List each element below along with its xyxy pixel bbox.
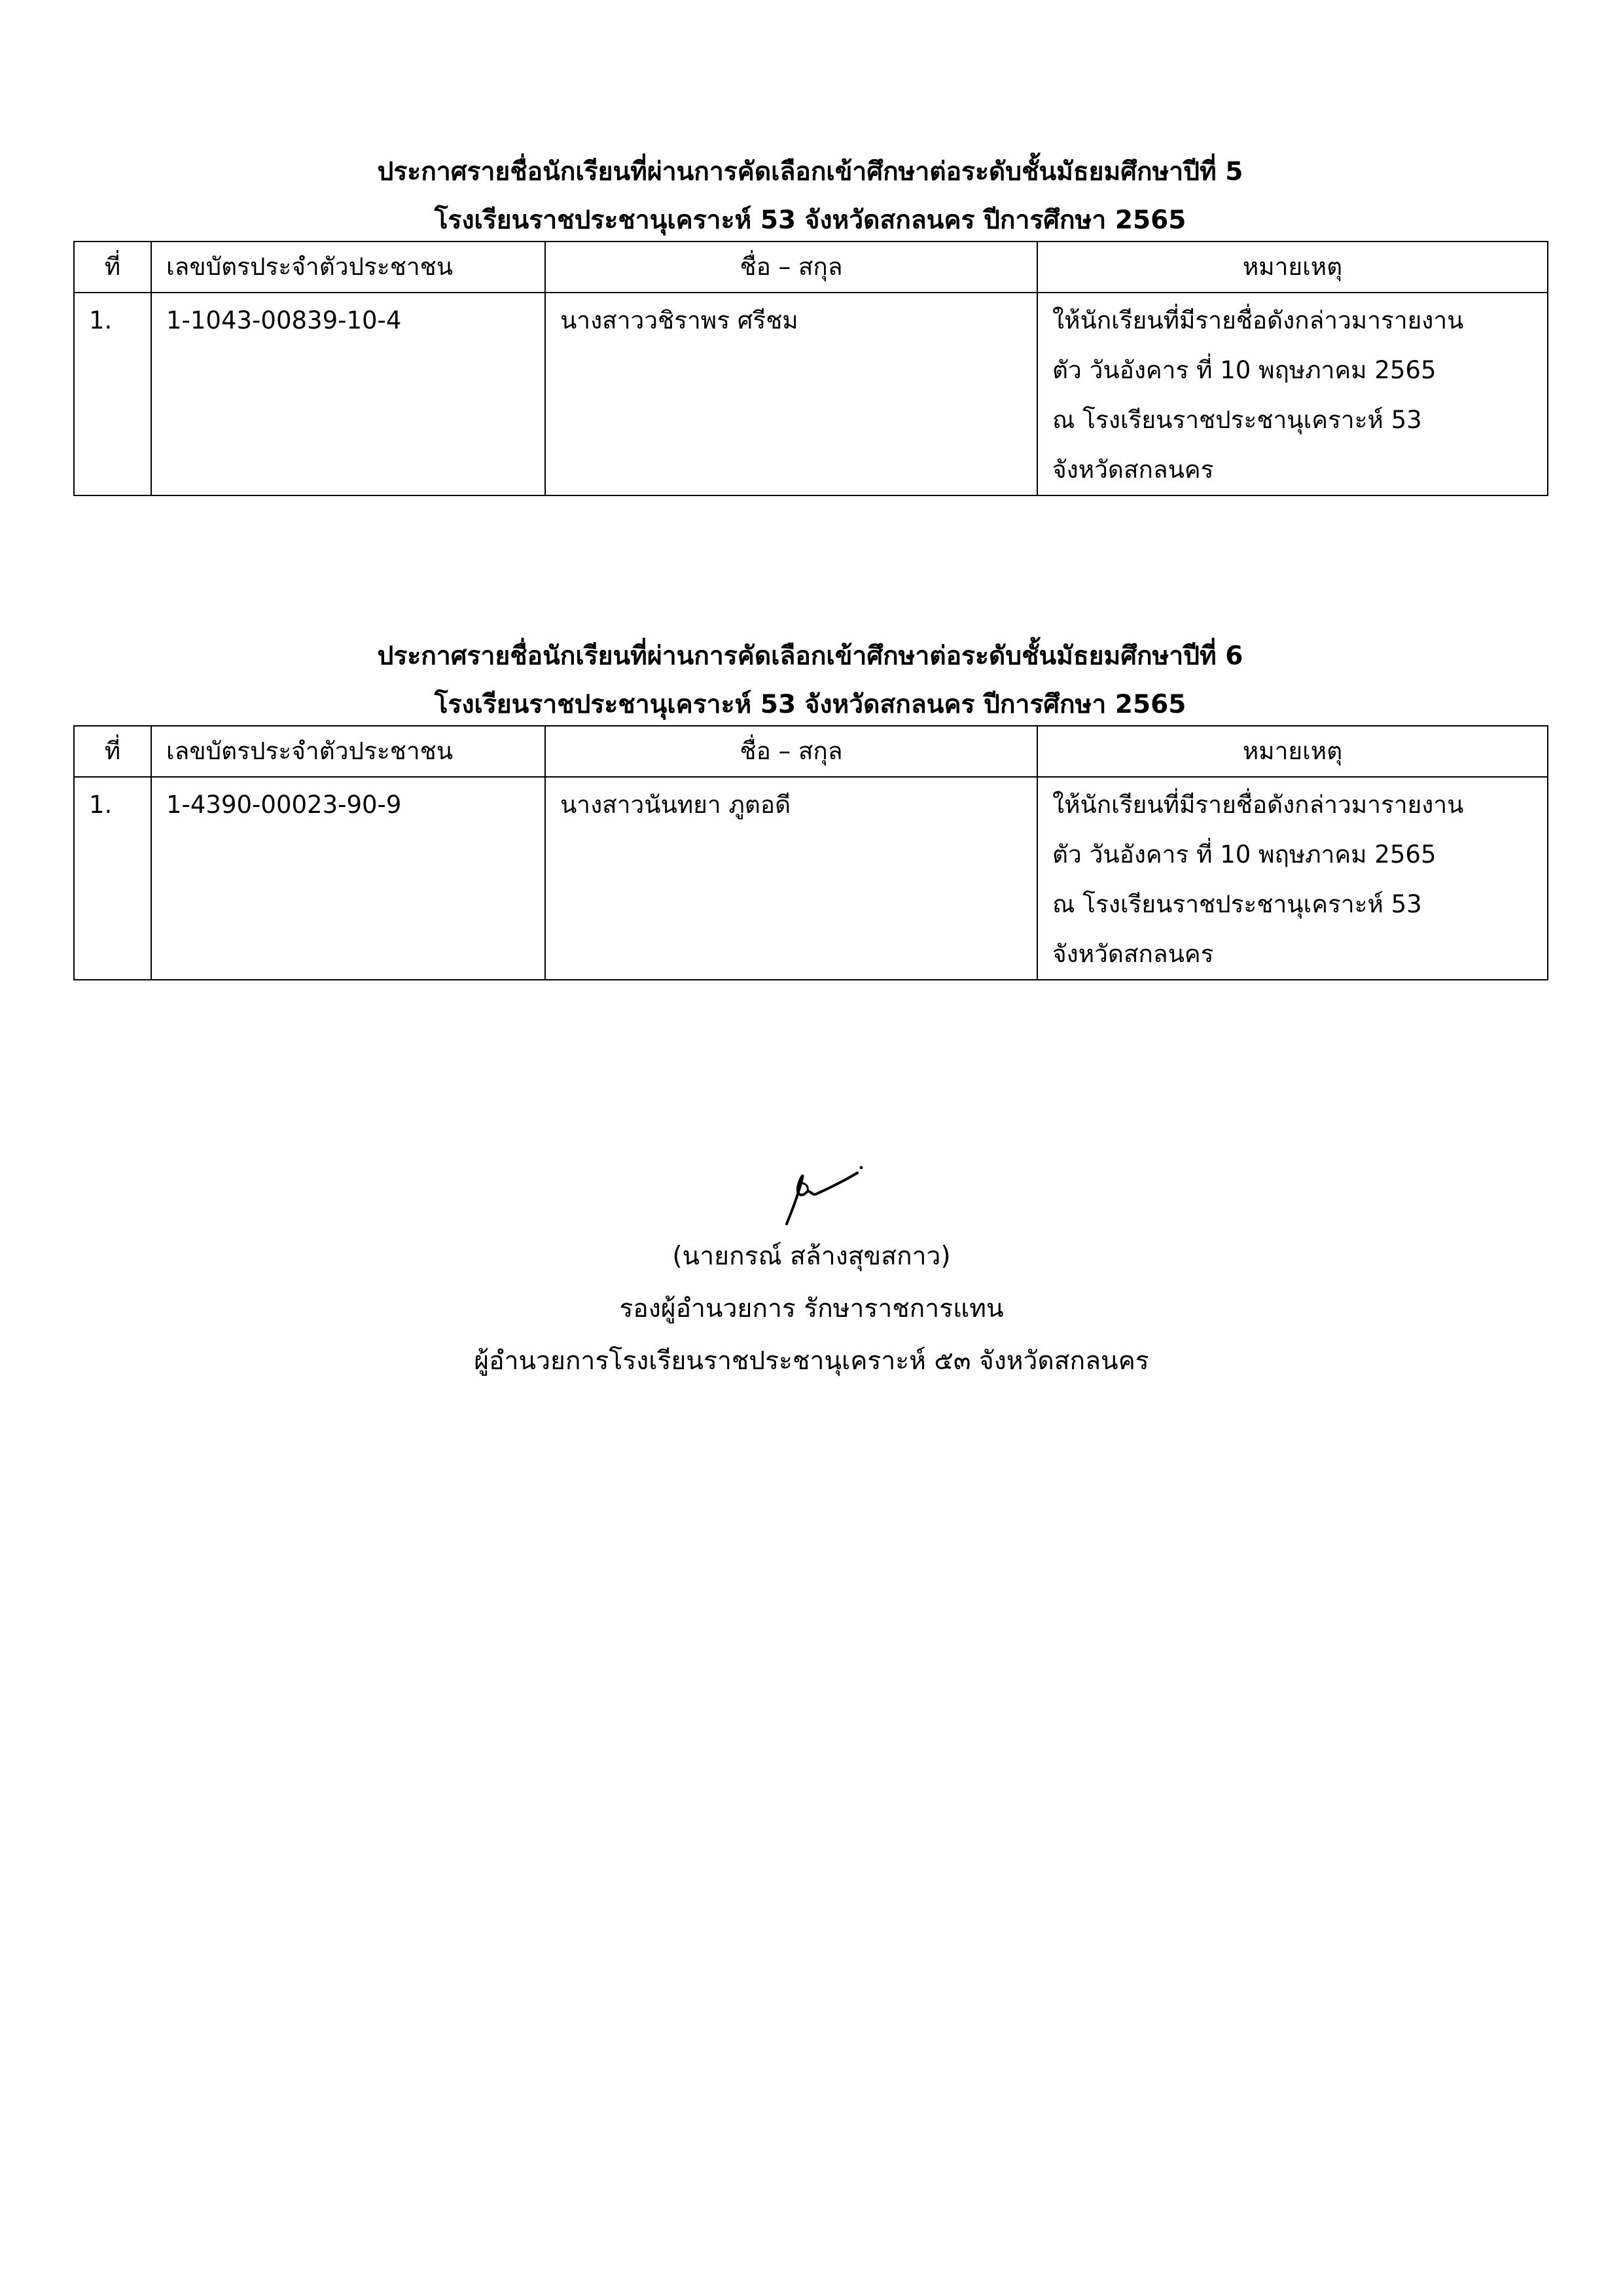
- announcement-m6: [73, 632, 1547, 980]
- remark-line: ให้นักเรียนที่มีรายชื่อดังกล่าวมารายงาน: [1052, 306, 1464, 334]
- title-line-1: ประกาศรายชื่อนักเรียนที่ผ่านการคัดเลือกเข้าศึกษาต่อระดับชั้นมัธยมศึกษาปีที่ 6: [377, 641, 1243, 671]
- table-header-row: [74, 242, 1548, 293]
- row-name: นางสาววชิราพร ศรีชม: [545, 293, 1037, 495]
- title-line-2: โรงเรียนราชประชานุเคราะห์ 53 จังหวัดสกลนคร ปีการศึกษา 2565: [434, 206, 1186, 235]
- remark-line: จังหวัดสกลนคร: [1052, 940, 1214, 968]
- table-header-row: [74, 726, 1548, 777]
- announcement-m5: [73, 148, 1547, 496]
- header-remark: หมายเหตุ: [1037, 242, 1548, 293]
- row-name: นางสาวนันทยา ภูตอดี: [545, 777, 1037, 980]
- title-line-1: ประกาศรายชื่อนักเรียนที่ผ่านการคัดเลือกเข้าศึกษาต่อระดับชั้นมัธยมศึกษาปีที่ 5: [377, 157, 1243, 187]
- signature-block: [0, 1158, 1623, 1388]
- header-name: ชื่อ – สกุล: [545, 726, 1037, 777]
- signer-position-1: รองผู้อำนวยการ รักษาราชการแทน: [619, 1294, 1004, 1323]
- remark-line: ณ โรงเรียนราชประชานุเคราะห์ 53: [1052, 406, 1422, 434]
- remark-line: ตัว วันอังคาร ที่ 10 พฤษภาคม 2565: [1052, 840, 1436, 869]
- announcement-title: [73, 148, 1547, 245]
- row-remark: [1037, 777, 1548, 980]
- row-id: 1-1043-00839-10-4: [151, 293, 545, 495]
- row-id: 1-4390-00023-90-9: [151, 777, 545, 980]
- student-table: [73, 725, 1548, 980]
- header-no: ที่: [74, 242, 151, 293]
- row-remark: [1037, 293, 1548, 495]
- remark-line: ให้นักเรียนที่มีรายชื่อดังกล่าวมารายงาน: [1052, 791, 1464, 819]
- table-row: [74, 777, 1548, 980]
- header-no: ที่: [74, 726, 151, 777]
- remark-line: ตัว วันอังคาร ที่ 10 พฤษภาคม 2565: [1052, 356, 1436, 384]
- signer-name: (นายกรณ์ สล้างสุขสกาว): [672, 1242, 951, 1271]
- header-id: เลขบัตรประจำตัวประชาชน: [151, 242, 545, 293]
- header-id: เลขบัตรประจำตัวประชาชน: [151, 726, 545, 777]
- remark-line: จังหวัดสกลนคร: [1052, 456, 1214, 484]
- header-remark: หมายเหตุ: [1037, 726, 1548, 777]
- row-no: 1.: [74, 777, 151, 980]
- row-no: 1.: [74, 293, 151, 495]
- header-name: ชื่อ – สกุล: [545, 242, 1037, 293]
- remark-line: ณ โรงเรียนราชประชานุเคราะห์ 53: [1052, 890, 1422, 918]
- title-line-2: โรงเรียนราชประชานุเคราะห์ 53 จังหวัดสกลนคร ปีการศึกษา 2565: [434, 690, 1186, 719]
- table-row: [74, 293, 1548, 495]
- student-table: [73, 241, 1548, 496]
- signer-position-2: ผู้อำนวยการโรงเรียนราชประชานุเคราะห์ ๕๓ จังหวัดสกลนคร: [474, 1346, 1149, 1376]
- announcement-title: [73, 632, 1547, 729]
- signature-icon: [746, 1158, 877, 1230]
